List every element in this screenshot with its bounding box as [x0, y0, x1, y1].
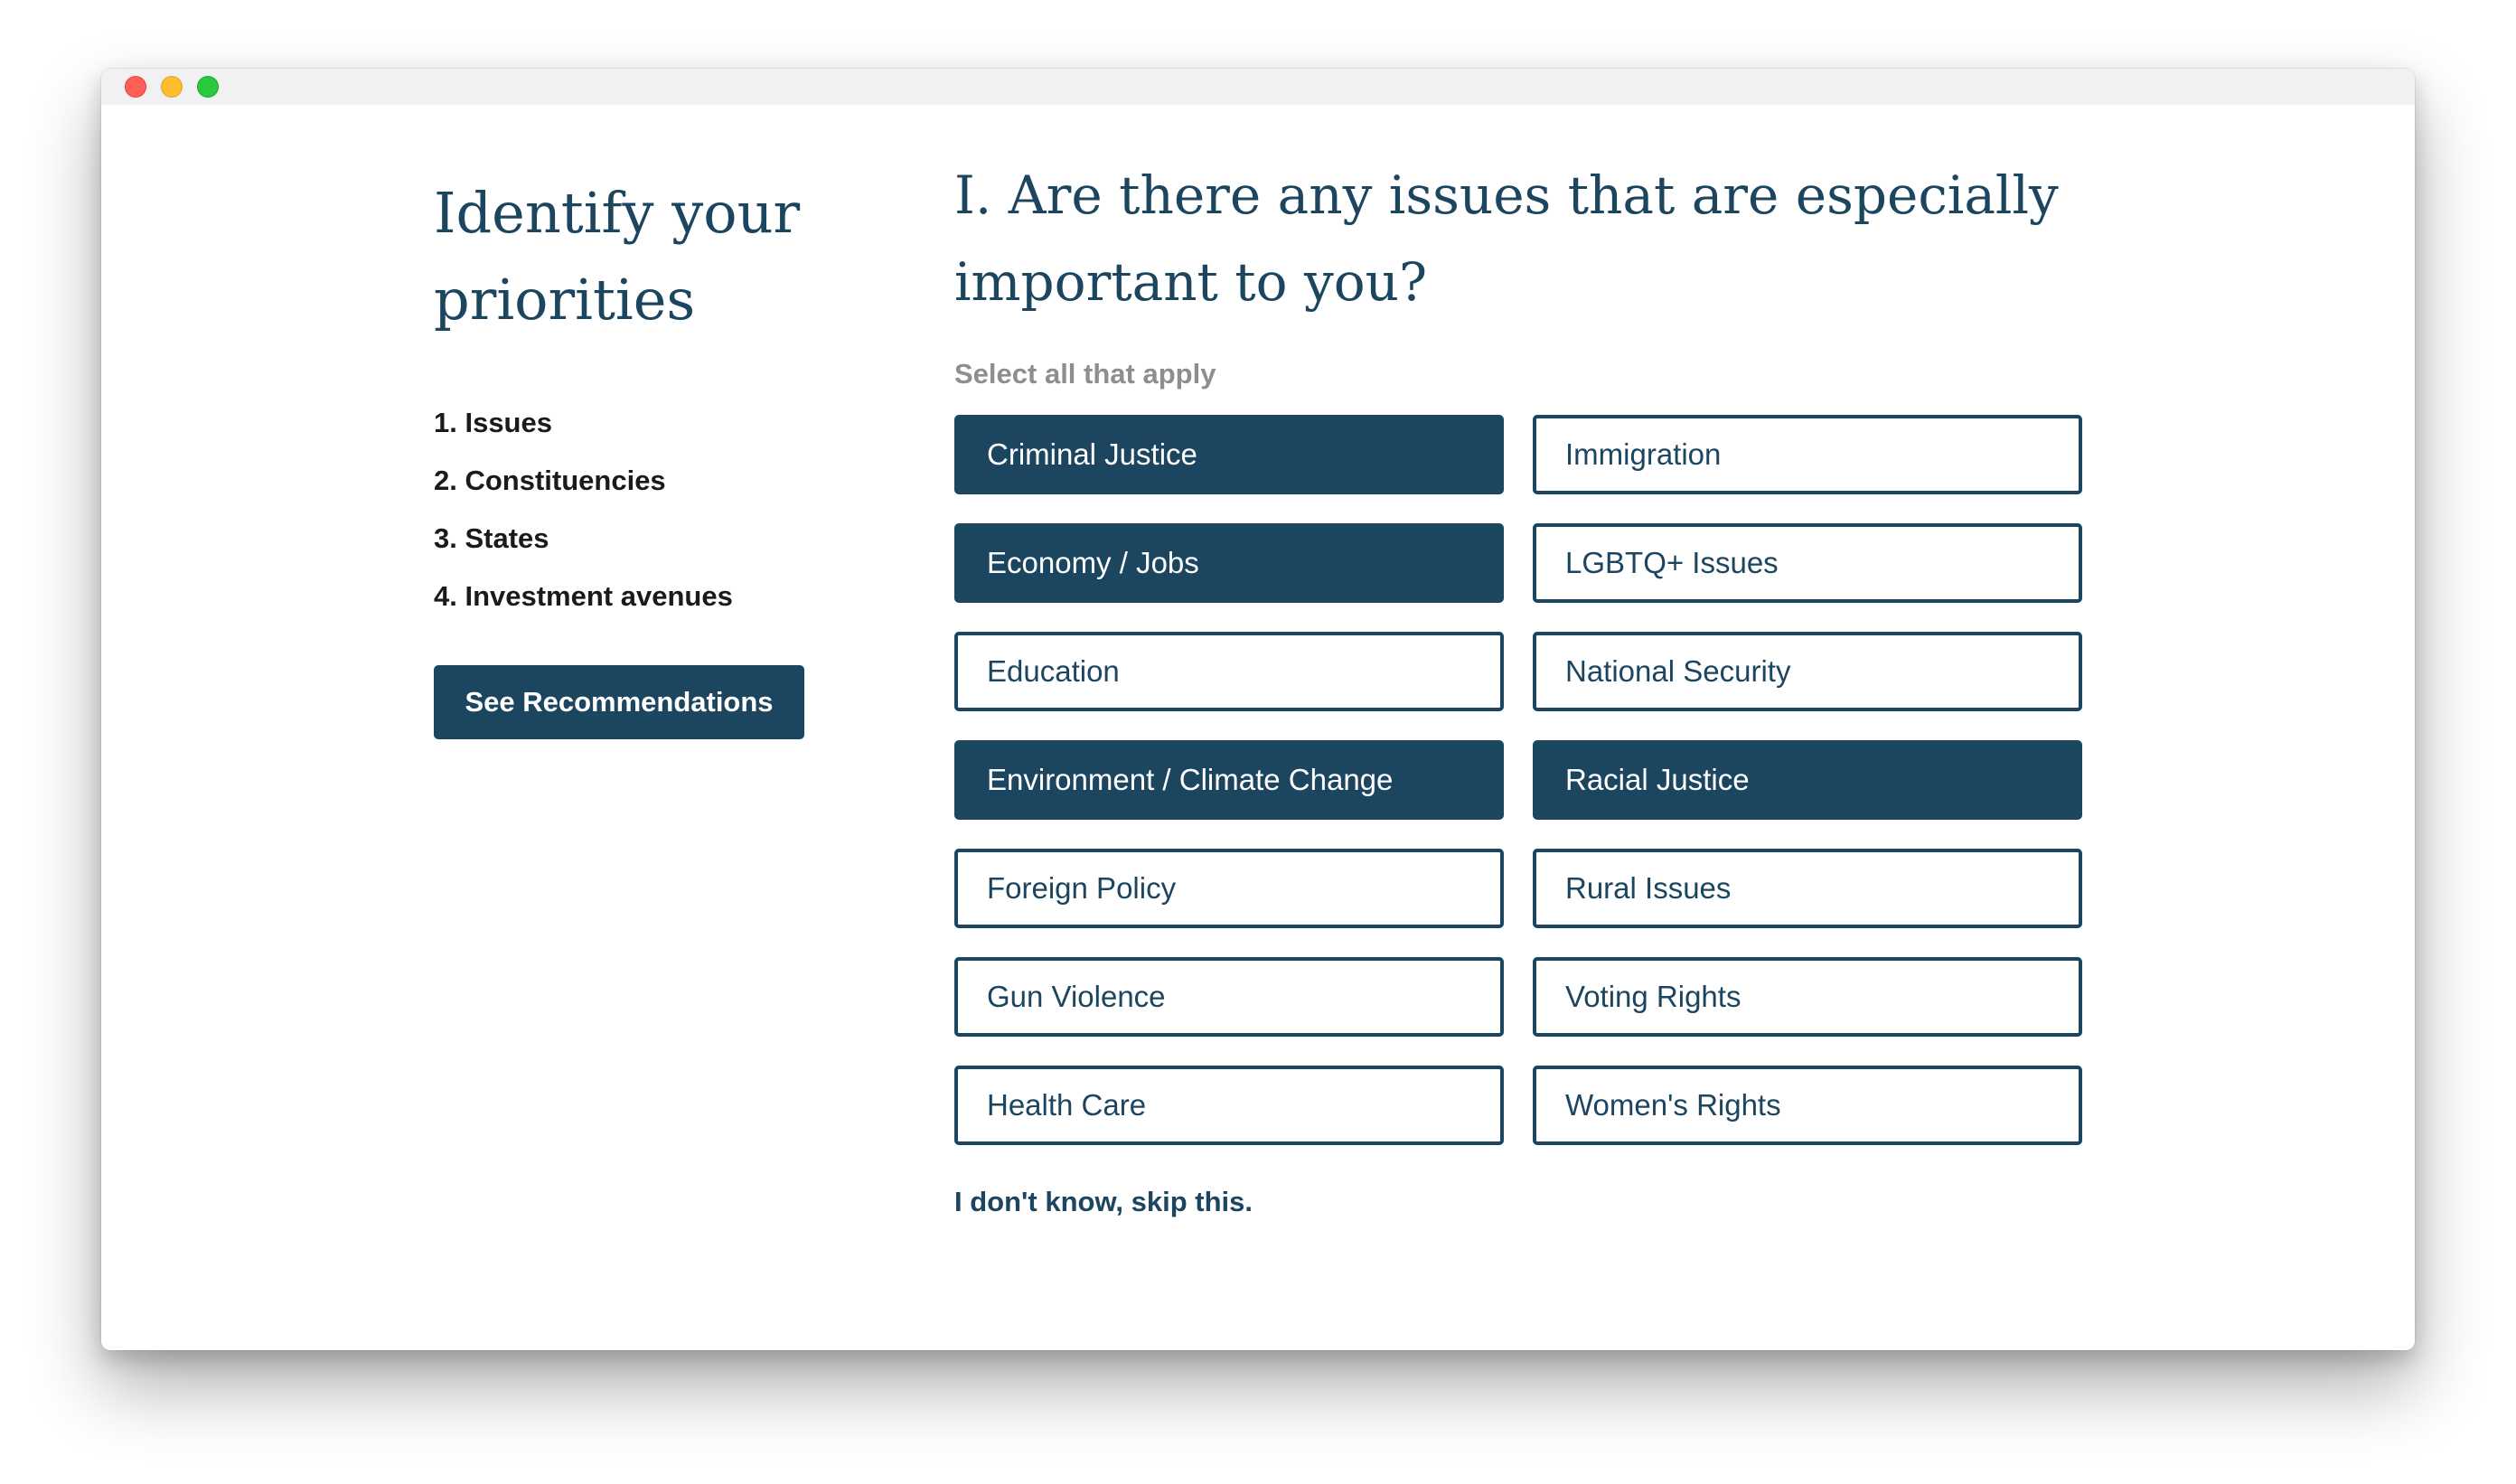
sidebar-title: Identify your priorities	[434, 180, 801, 333]
see-recommendations-button[interactable]: See Recommendations	[434, 665, 804, 739]
option-racial-justice[interactable]: Racial Justice	[1533, 740, 2082, 820]
option-economy-jobs[interactable]: Economy / Jobs	[954, 523, 1504, 603]
option-rural-issues[interactable]: Rural Issues	[1533, 849, 2082, 928]
option-foreign-policy[interactable]: Foreign Policy	[954, 849, 1504, 928]
step-issues: 1. Issues	[434, 407, 552, 438]
select-all-hint: Select all that apply	[954, 358, 1216, 390]
close-window-icon[interactable]	[125, 76, 146, 98]
option-health-care[interactable]: Health Care	[954, 1066, 1504, 1145]
browser-window	[101, 69, 2415, 1350]
zoom-window-icon[interactable]	[197, 76, 219, 98]
skip-link[interactable]: I don't know, skip this.	[954, 1186, 1253, 1217]
minimize-window-icon[interactable]	[161, 76, 183, 98]
option-gun-violence[interactable]: Gun Violence	[954, 957, 1504, 1037]
steps-list	[434, 394, 733, 625]
option-education[interactable]: Education	[954, 632, 1504, 711]
question-heading: I. Are there any issues that are especially important to you?	[954, 164, 2059, 313]
option-immigration[interactable]: Immigration	[1533, 415, 2082, 494]
option-womens-rights[interactable]: Women's Rights	[1533, 1066, 2082, 1145]
option-national-security[interactable]: National Security	[1533, 632, 2082, 711]
option-lgbtq-issues[interactable]: LGBTQ+ Issues	[1533, 523, 2082, 603]
window-titlebar	[101, 69, 2415, 105]
issue-options-grid	[954, 415, 2082, 1145]
step-investment-avenues: 4. Investment avenues	[434, 580, 733, 612]
option-criminal-justice[interactable]: Criminal Justice	[954, 415, 1504, 494]
step-constituencies: 2. Constituencies	[434, 465, 666, 496]
option-environment-climate-change[interactable]: Environment / Climate Change	[954, 740, 1504, 820]
step-states: 3. States	[434, 522, 549, 554]
option-voting-rights[interactable]: Voting Rights	[1533, 957, 2082, 1037]
